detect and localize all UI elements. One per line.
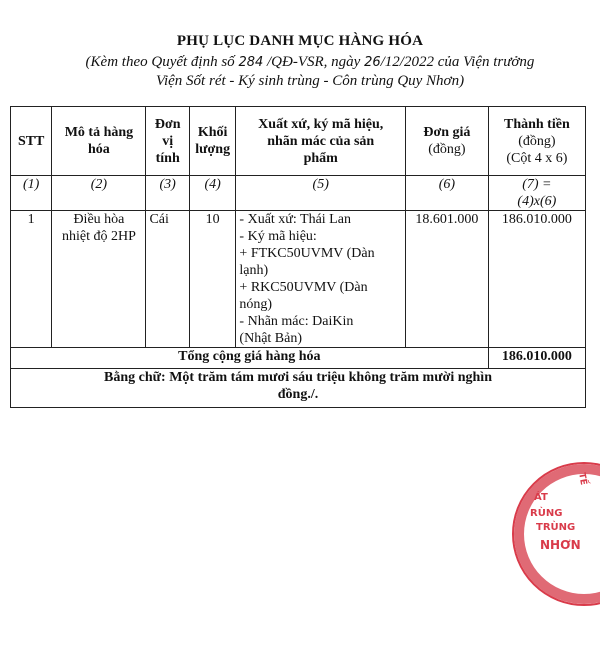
header-quantity-line: Khối (197, 125, 228, 140)
row-description (52, 211, 146, 348)
header-row (11, 107, 586, 176)
header-quantity (189, 107, 236, 176)
header-origin (236, 107, 406, 176)
amount-in-words (11, 369, 586, 408)
amount-in-words-line: Bằng chữ: Một trăm tám mươi sáu triệu không trăm mười nghìn (104, 370, 492, 385)
decision-day: 26 (364, 55, 381, 70)
origin-line: lạnh) (239, 263, 269, 278)
official-seal (512, 462, 600, 606)
header-description-line: Mô tả hàng (64, 125, 134, 140)
subtitle-text-b: /QĐ-VSR, ngày (267, 54, 361, 70)
total-label: Tổng cộng giá hàng hóa (11, 348, 489, 369)
decision-number: 284 (238, 55, 264, 70)
column-number-row (11, 176, 586, 211)
total-value: 186.010.000 (488, 348, 585, 369)
row-description-line: nhiệt độ 2HP (61, 229, 136, 244)
origin-line: + FTKC50UVMV (Dàn (239, 246, 375, 261)
header-amount-line: Thành tiền (503, 116, 570, 132)
header-unit-line: Đơn (154, 116, 181, 132)
header-unit-line: vị (162, 133, 174, 149)
table-row (11, 211, 586, 348)
row-origin (236, 211, 406, 348)
header-amount-line: (Cột 4 x 6) (506, 150, 568, 166)
subtitle-text-a: (Kèm theo Quyết định số (85, 54, 235, 70)
header-price-line: (đồng) (428, 142, 466, 157)
subtitle-line-2: Viện Sốt rét - Ký sinh trùng - Côn trùng Quy Nhơn) (155, 73, 465, 89)
col-number: (4) (189, 176, 236, 211)
header-price-line: Đơn giá (423, 125, 471, 140)
col-number-line: (4)x(6) (517, 194, 557, 209)
header-origin-line: Xuất xứ, ký mã hiệu, (258, 116, 384, 132)
col-number (488, 176, 585, 211)
seal-text: ÁT (534, 492, 548, 503)
col-number: (1) (11, 176, 52, 211)
amount-in-words-line: đồng./. (277, 387, 319, 402)
document-subtitle (40, 53, 580, 90)
row-description-line: Điều hòa (73, 212, 125, 227)
header-description (52, 107, 146, 176)
seal-text: TẾ (576, 472, 589, 486)
header-amount-line: (đồng) (518, 133, 556, 149)
header-stt: STT (11, 107, 52, 176)
subtitle-line-1 (40, 53, 580, 72)
origin-line: - Xuất xứ: Thái Lan (239, 212, 351, 227)
row-amount: 186.010.000 (488, 211, 585, 348)
seal-text: NHƠN (540, 538, 581, 552)
seal-text: RÙNG (530, 508, 563, 519)
col-number: (2) (52, 176, 146, 211)
amount-in-words-row (11, 369, 586, 408)
origin-line: - Ký mã hiệu: (239, 229, 317, 244)
col-number: (5) (236, 176, 406, 211)
row-stt: 1 (11, 211, 52, 348)
header-unit-price (406, 107, 489, 176)
header-amount (488, 107, 585, 176)
document-title: PHỤ LỤC DANH MỤC HÀNG HÓA (176, 33, 424, 49)
col-number-line: (7) = (522, 177, 552, 192)
row-unit: Cái (146, 211, 189, 348)
origin-line: nóng) (239, 297, 273, 312)
row-quantity: 10 (189, 211, 236, 348)
col-number: (6) (406, 176, 489, 211)
header-description-line: hóa (88, 142, 110, 157)
header-quantity-line: lượng (195, 142, 231, 157)
origin-line: (Nhật Bản) (239, 331, 303, 346)
origin-line: + RKC50UVMV (Dàn (239, 280, 368, 295)
header-origin-line: nhãn mác của sản (267, 133, 375, 149)
subtitle-text-c: /12/2022 của Viện trưởng (380, 54, 535, 70)
header-unit (146, 107, 189, 176)
origin-line: - Nhãn mác: DaiKin (239, 314, 354, 329)
col-number: (3) (146, 176, 189, 211)
header-origin-line: phẩm (303, 150, 338, 166)
total-row (11, 348, 586, 369)
row-unit-price: 18.601.000 (406, 211, 489, 348)
header-unit-line: tính (155, 150, 180, 166)
seal-text: TRÙNG (536, 522, 576, 533)
goods-table (10, 106, 586, 408)
